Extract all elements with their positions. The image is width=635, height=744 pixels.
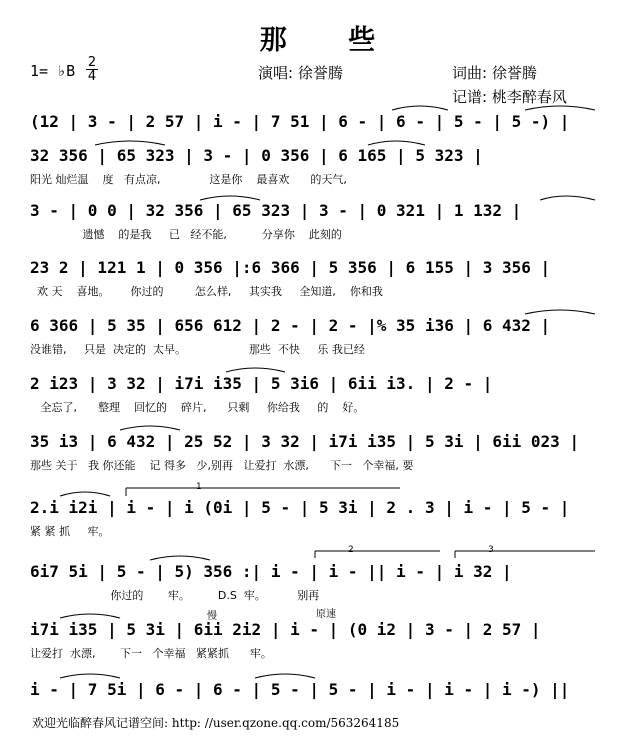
slur [368,141,425,145]
lyric-line: 你过的 牢。 D.S 牢。 别再 [30,589,320,602]
slur [95,141,165,145]
time-signature-bottom: 4 [87,69,97,84]
time-signature-top: 2 [87,55,97,70]
singer-credit: 演唱: 徐誉腾 [258,64,343,82]
slur [60,492,110,496]
slur [200,196,260,200]
notation-line: i - | 7 5i | 6 - | 6 - | 5 - | 5 - | i - | i - | i -) || [30,680,570,699]
notation-line: 6i7 5i | 5 - | 5) 356 :| i - | i - || i - | i 32 | [30,562,512,581]
slur [120,426,180,430]
slur [255,674,315,678]
footer-credit: 欢迎光临醉春风记谱空间: http: //user.qzone.qq.com/563264185 [32,716,400,730]
lyric-line: 让爱打 水漂, 下一 个幸福 紧紧抓 牢。 [30,647,272,660]
tempo-original-mark: 原速 [316,609,336,620]
lyric-line: 紧 紧 抓 牢。 [30,525,110,538]
key-signature: 1= ♭B [30,62,76,80]
notation-line: 23 2 | 121 1 | 0 356 |:6 366 | 5 356 | 6 155 | 3 356 | [30,258,551,277]
slur [540,196,595,200]
slur [392,106,448,110]
notation-line: 35 i3 | 6 432 | 25 52 | 3 32 | i7i i35 | 5 3i | 6ii 023 | [30,432,580,451]
lyric-line: 全忘了, 整理 回忆的 碎片, 只剩 你给我 的 好。 [30,401,365,414]
slur [525,310,595,314]
volta-3-mark: 3 [488,545,494,555]
transcriber-credit: 记谱: 桃李醉春风 [452,88,567,106]
volta-3-bracket [455,551,595,558]
notation-line: (12 | 3 - | 2 57 | i - | 7 51 | 6 - | 6 - | 5 - | 5 -) | [30,112,570,131]
lyric-line: 阳光 灿烂温 度 有点凉, 这是你 最喜欢 的天气, [30,173,347,186]
notation-line: i7i i35 | 5 3i | 6ii 2i2 | i - | (0 i2 | 3 - | 2 57 | [30,620,541,639]
time-signature [86,56,98,83]
notation-line: 6 366 | 5 35 | 656 612 | 2 - | 2 - |% 35 i36 | 6 432 | [30,316,551,335]
lyric-line: 遗憾 的是我 已 经不能, 分享你 此刻的 [30,228,342,241]
volta-1-bracket [126,488,400,496]
notation-line: 3 - | 0 0 | 32 356 | 65 323 | 3 - | 0 321 | 1 132 | [30,201,522,220]
slur [60,614,120,618]
composer-credit: 词曲: 徐誉腾 [452,64,537,82]
notation-line: 32 356 | 65 323 | 3 - | 0 356 | 6 165 | 5 323 | [30,146,483,165]
lyric-line: 那些 关于 我 你还能 记 得多 少,别再 让爱打 水漂, 下一 个幸福, 要 [30,459,414,472]
slur [226,368,285,372]
volta-2-bracket [315,551,440,558]
volta-2-mark: 2 [348,545,354,555]
slur [150,556,210,560]
lyric-line: 没谁错, 只是 决定的 太早。 那些 不快 乐 我已经 [30,343,365,356]
lyric-line: 欢 天 喜地。 你过的 怎么样, 其实我 全知道, 你和我 [30,285,383,298]
song-title: 那 些 [259,25,402,56]
notation-line: 2.i i2i | i - | i (0i | 5 - | 5 3i | 2 . 3 | i - | 5 - | [30,498,570,517]
notation-line: 2 i23 | 3 32 | i7i i35 | 5 3i6 | 6ii i3. | 2 - | [30,374,493,393]
tempo-slow-mark: 慢 [207,611,217,622]
volta-1-mark: 1 [196,482,202,492]
slur [60,674,120,678]
